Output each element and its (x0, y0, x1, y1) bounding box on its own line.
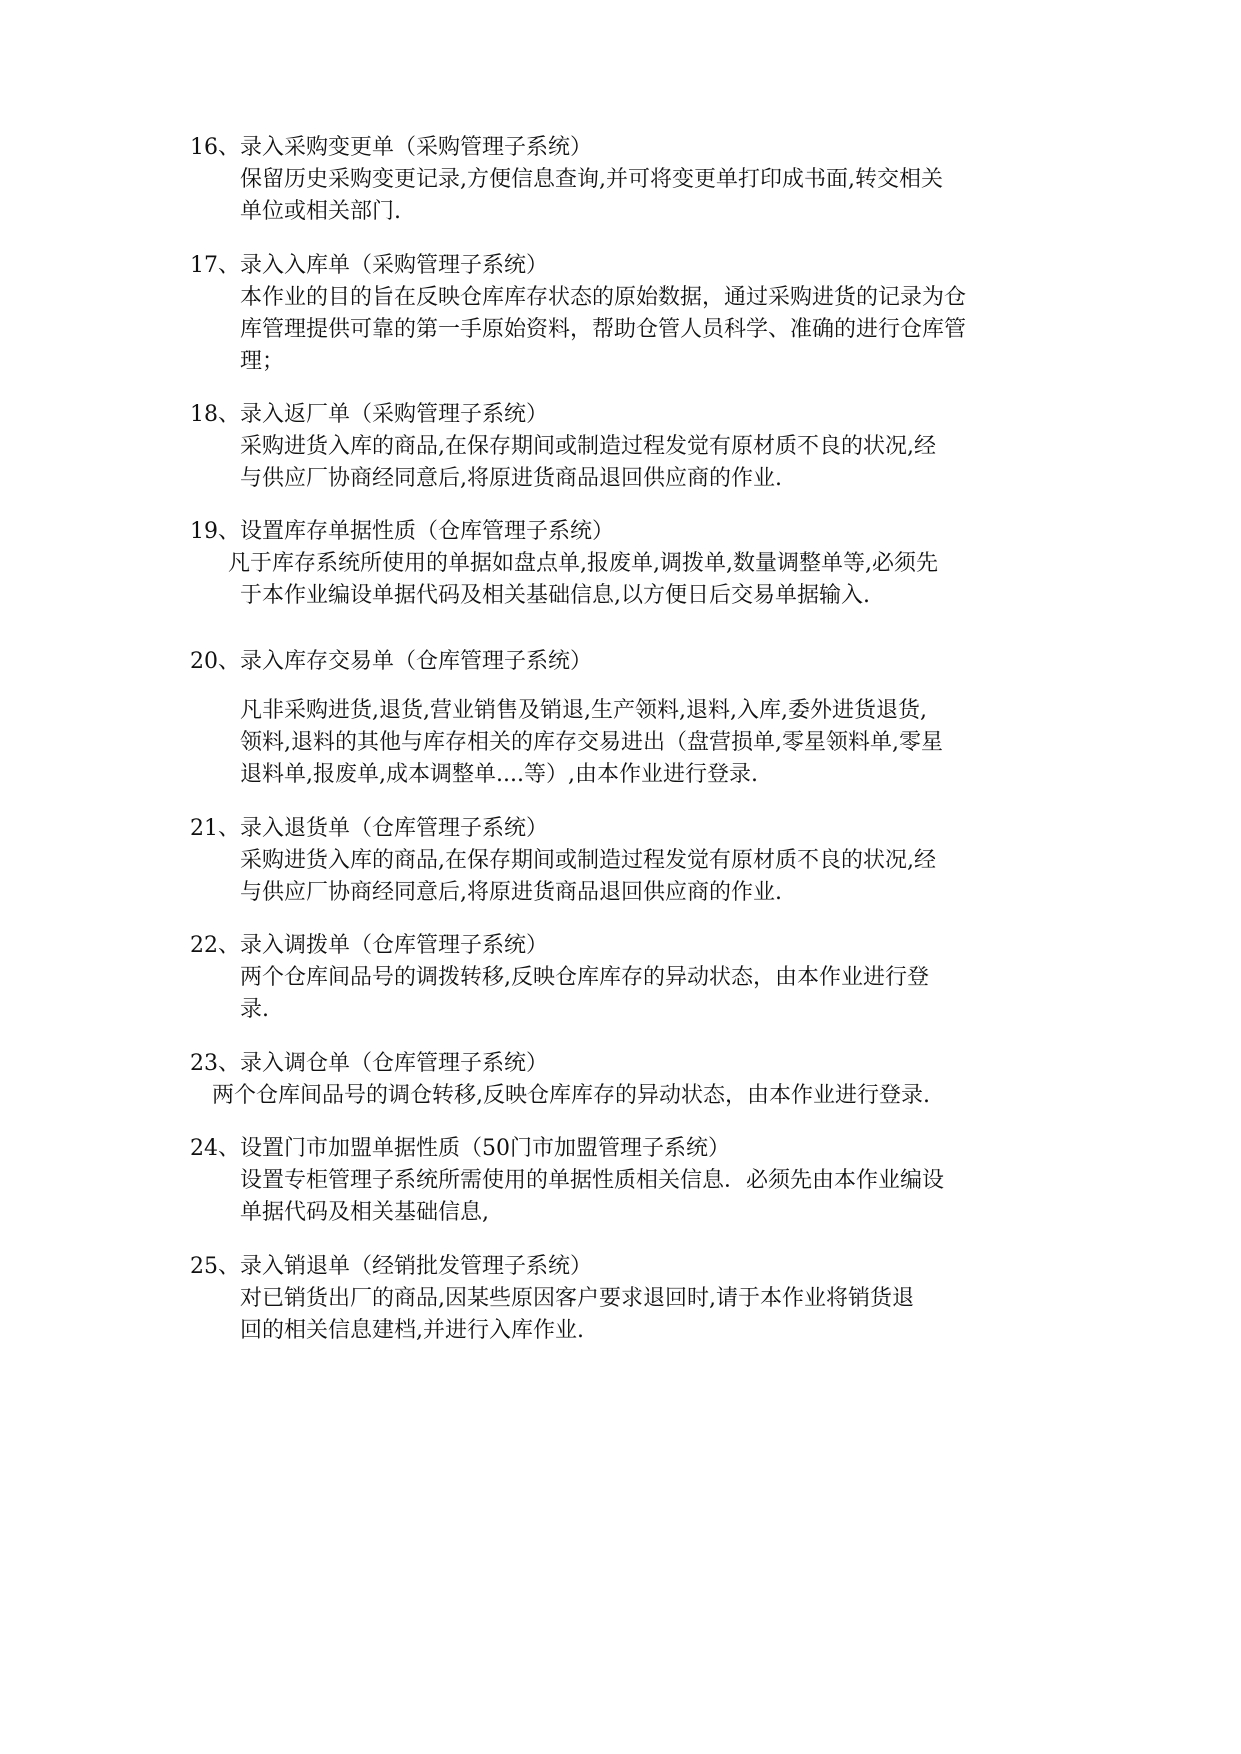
entry-text-line: 保留历史采购变更记录,方便信息查询,并可将变更单打印成书面,转交相关 (240, 167, 943, 192)
entry-text-line: 两个仓库间品号的调仓转移,反映仓库库存的异动状态，由本作业进行登录. (212, 1083, 930, 1108)
entry-heading: 19、设置库存单据性质（仓库管理子系统） (190, 519, 614, 544)
entry-text-line: 单据代码及相关基础信息, (240, 1200, 489, 1225)
entry-text-line: 采购进货入库的商品,在保存期间或制造过程发觉有原材质不良的状况,经 (240, 848, 936, 873)
entry-text-line: 领料,退料的其他与库存相关的库存交易进出（盘营损单,零星领料单,零星 (240, 730, 943, 755)
entry-heading: 18、录入返厂单（采购管理子系统） (190, 402, 548, 427)
entry-text-line: 凡非采购进货,退货,营业销售及销退,生产领料,退料,入库,委外进货退货, (240, 698, 927, 723)
entry-text-line: 两个仓库间品号的调拨转移,反映仓库库存的异动状态，由本作业进行登 (240, 965, 929, 990)
entry-text-line: 与供应厂协商经同意后,将原进货商品退回供应商的作业. (240, 466, 782, 491)
entry-heading: 17、录入入库单（采购管理子系统） (190, 253, 548, 278)
entry-text-line: 库管理提供可靠的第一手原始资料，帮助仓管人员科学、准确的进行仓库管 (240, 317, 967, 342)
entry-heading: 22、录入调拨单（仓库管理子系统） (190, 933, 548, 958)
entry-text-line: 与供应厂协商经同意后,将原进货商品退回供应商的作业. (240, 880, 782, 905)
entry-heading: 23、录入调仓单（仓库管理子系统） (190, 1051, 548, 1076)
entry-text-line: 对已销货出厂的商品,因某些原因客户要求退回时,请于本作业将销货退 (240, 1286, 914, 1311)
entry-text-line: 录. (240, 997, 269, 1022)
entry-text-line: 凡于库存系统所使用的单据如盘点单,报废单,调拨单,数量调整单等,必须先 (228, 551, 938, 576)
entry-text-line: 设置专柜管理子系统所需使用的单据性质相关信息．必须先由本作业编设 (240, 1168, 945, 1193)
entry-heading: 21、录入退货单（仓库管理子系统） (190, 816, 548, 841)
entry-heading: 16、录入采购变更单（采购管理子系统） (190, 135, 592, 160)
entry-heading: 25、录入销退单（经销批发管理子系统） (190, 1254, 592, 1279)
entry-text-line: 于本作业编设单据代码及相关基础信息,以方便日后交易单据输入. (240, 583, 870, 608)
entry-text-line: 回的相关信息建档,并进行入库作业. (240, 1318, 584, 1343)
entry-text-line: 单位或相关部门. (240, 199, 401, 224)
entry-heading: 20、录入库存交易单（仓库管理子系统） (190, 649, 592, 674)
entry-text-line: 本作业的目的旨在反映仓库库存状态的原始数据，通过采购进货的记录为仓 (240, 285, 967, 310)
entry-text-line: 理； (240, 349, 285, 374)
entry-text-line: 采购进货入库的商品,在保存期间或制造过程发觉有原材质不良的状况,经 (240, 434, 936, 459)
entry-heading: 24、设置门市加盟单据性质（50门市加盟管理子系统） (190, 1136, 730, 1161)
entry-text-line: 退料单,报废单,成本调整单....等）,由本作业进行登录. (240, 762, 758, 787)
